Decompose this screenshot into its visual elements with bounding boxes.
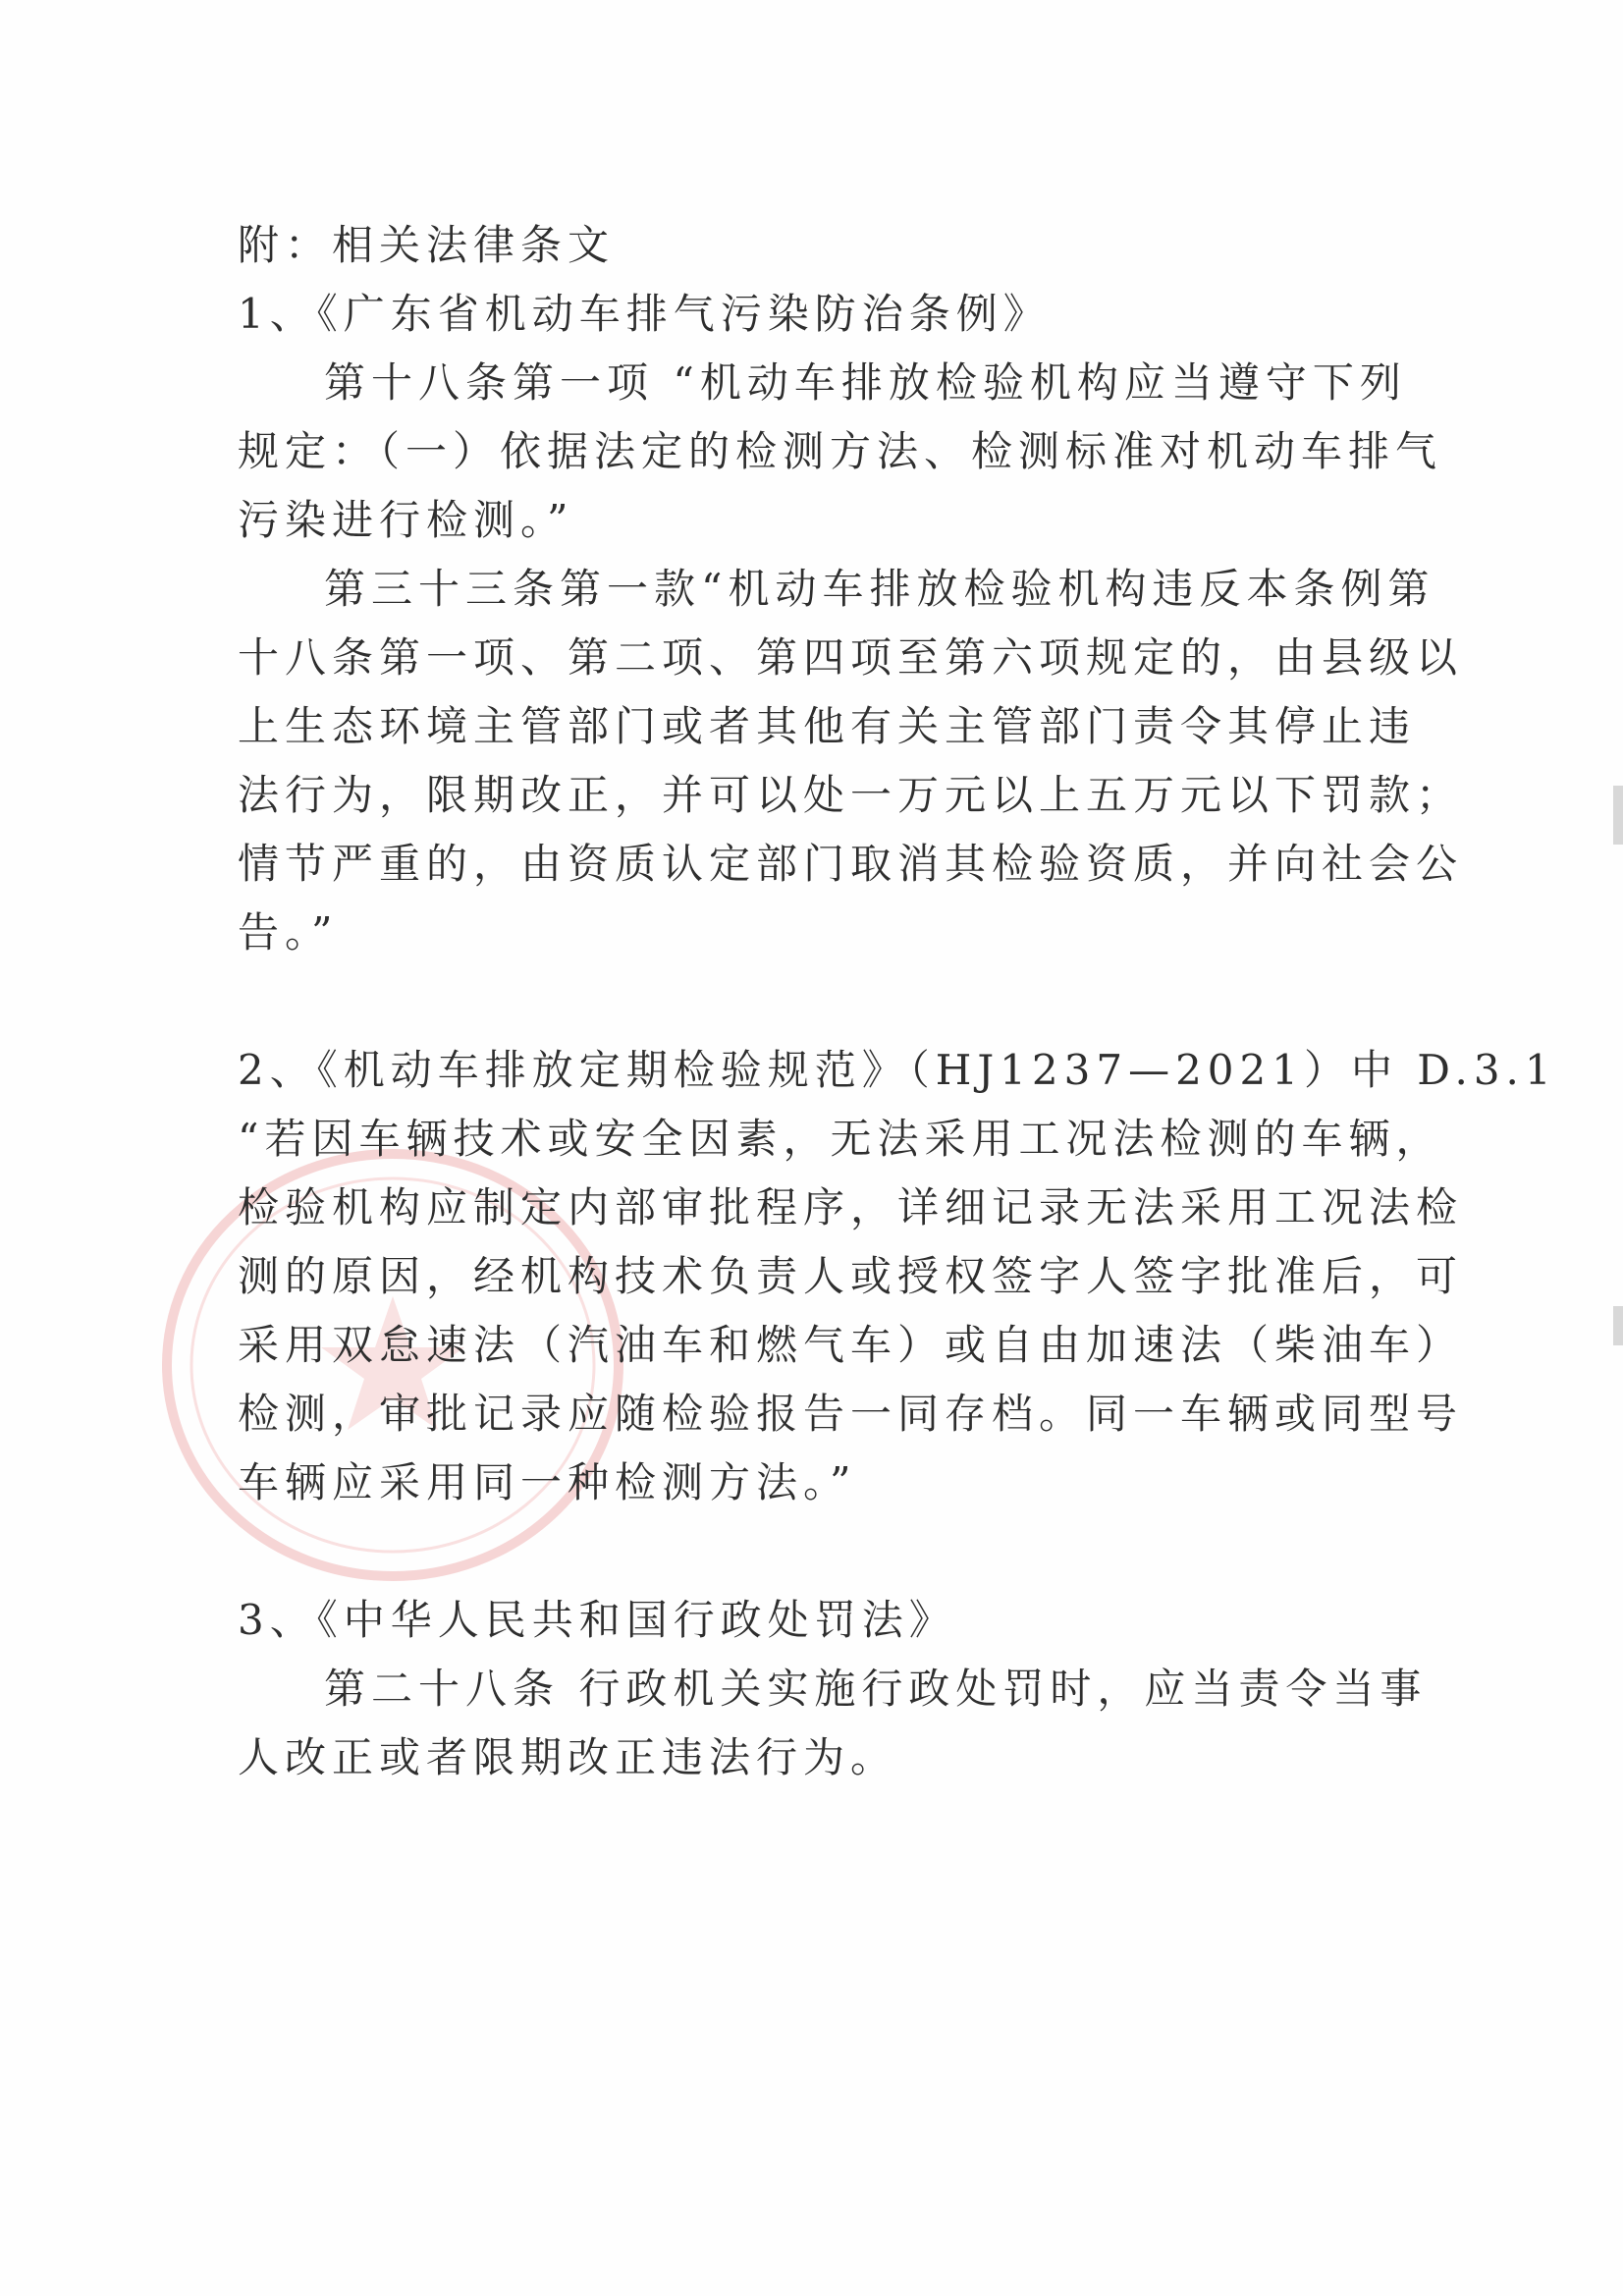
section-3-title: 3、《中华人民共和国行政处罚法》	[238, 1596, 956, 1644]
article-33-line: 法行为，限期改正，并可以处一万元以上五万元以下罚款；	[238, 771, 1464, 819]
attachment-heading: 附：相关法律条文	[238, 221, 616, 269]
scan-edge-mark	[1613, 1306, 1623, 1345]
article-33-line: 第三十三条第一款“机动车排放检验机构违反本条例第	[324, 565, 1435, 613]
section-spacer	[238, 967, 1377, 1036]
section-2-line: 采用双怠速法（汽油车和燃气车）或自由加速法（柴油车）	[238, 1321, 1464, 1369]
article-33-line: 情节严重的，由资质认定部门取消其检验资质，并向社会公	[238, 840, 1464, 888]
section-2-line: 测的原因，经机构技术负责人或授权签字人签字批准后，可	[238, 1252, 1464, 1300]
section-2-line: 检验机构应制定内部审批程序，详细记录无法采用工况法检	[238, 1183, 1464, 1231]
article-18-line: 污染进行检测。”	[238, 496, 574, 544]
section-2-line: 车辆应采用同一种检测方法。”	[238, 1458, 857, 1506]
article-28-line: 第二十八条 行政机关实施行政处罚时，应当责令当事	[324, 1665, 1428, 1713]
section-2-line: “若因车辆技术或安全因素，无法采用工况法检测的车辆，	[238, 1115, 1443, 1163]
article-33-line: 告。”	[238, 908, 339, 957]
article-28-line: 人改正或者限期改正违法行为。	[238, 1733, 898, 1781]
document-body	[238, 211, 1557, 1792]
article-18-line: 规定：（一）依据法定的检测方法、检测标准对机动车排气	[238, 427, 1443, 475]
section-1-title: 1、《广东省机动车排气污染防治条例》	[238, 290, 1051, 338]
section-spacer	[238, 1517, 1377, 1586]
article-18-line: 第十八条第一项 “机动车排放检验机构应当遵守下列	[324, 358, 1407, 407]
scan-edge-mark	[1613, 786, 1623, 845]
section-2-line: 2、《机动车排放定期检验规范》（HJ1237—2021）中 D.3.1	[238, 1046, 1557, 1094]
section-2-line: 检测，审批记录应随检验报告一同存档。同一车辆或同型号	[238, 1390, 1464, 1438]
article-33-line: 上生态环境主管部门或者其他有关主管部门责令其停止违	[238, 702, 1417, 750]
article-33-line: 十八条第一项、第二项、第四项至第六项规定的，由县级以	[238, 633, 1464, 682]
